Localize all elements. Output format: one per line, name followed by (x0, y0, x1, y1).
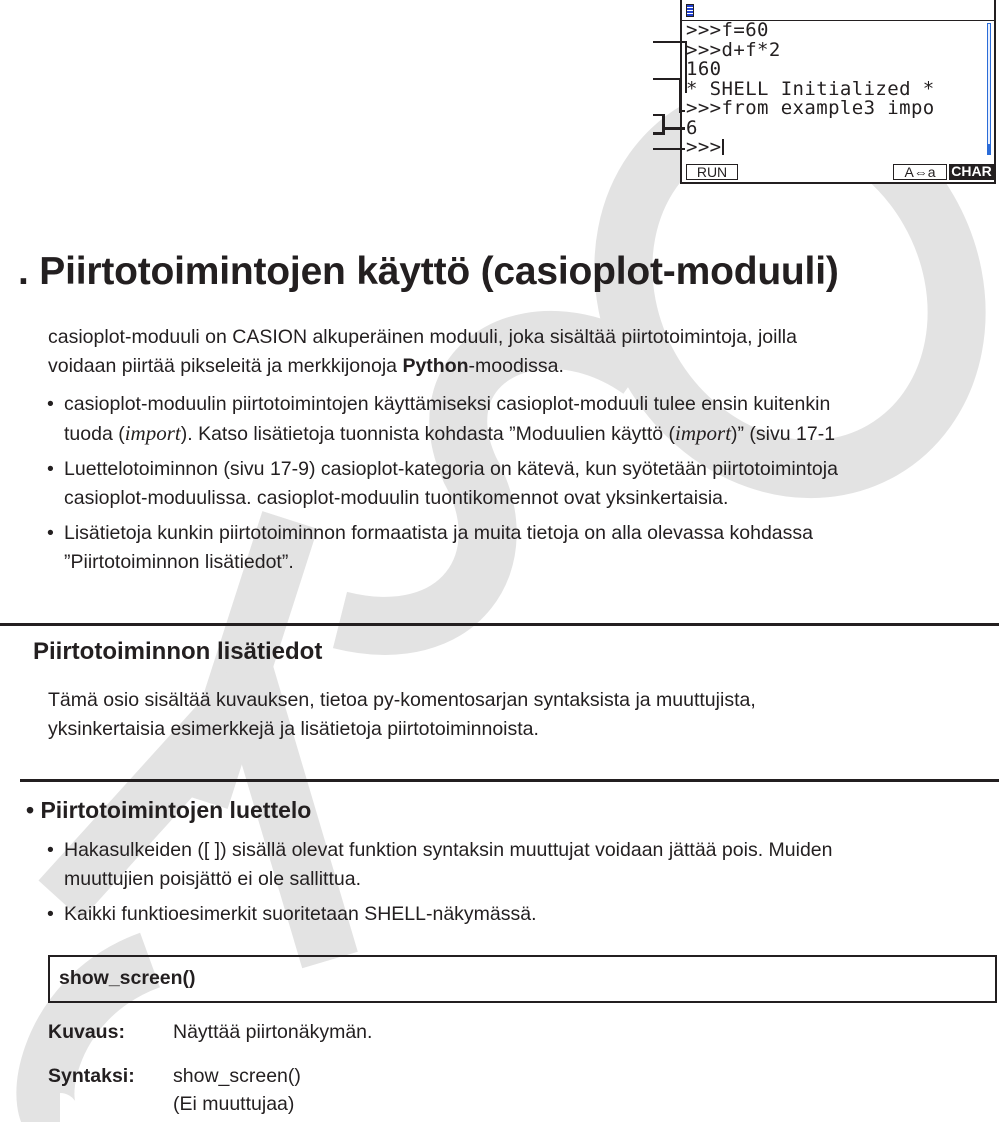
import-term: import (675, 421, 732, 445)
shell-line: * SHELL Initialized * (686, 77, 935, 100)
bullet-icon: • (47, 522, 54, 544)
intro-text: -moodissa. (468, 355, 564, 377)
details-title: Piirtotoiminnon lisätiedot (33, 638, 323, 665)
callout-line-2 (653, 78, 681, 113)
intro-line-1: casioplot-moduuli on CASION alkuperäinen moduuli, joka sisältää piirtotoimintoja, joilla (48, 326, 797, 348)
subsection-divider (20, 779, 999, 782)
intro-text: voidaan piirtää pikseleitä ja merkkijonoja (48, 355, 403, 377)
case-toggle-button[interactable]: A⇔a (893, 164, 947, 180)
bullet-item-import (47, 390, 836, 449)
shell-prompt[interactable] (686, 138, 984, 158)
syntax-value: show_screen() (173, 1065, 301, 1087)
bullet-text: casioplot-moduulin piirtotoimintojen käyttämiseksi casioplot-moduuli tulee ensin kuitenkin (64, 393, 831, 415)
bullet-text: tuoda ( (64, 423, 125, 445)
bullet-text: Luettelotoiminnon (sivu 17-9) casioplot-kategoria on kätevä, kun syötetään piirtotoimintoja (64, 458, 838, 480)
description-value: Näyttää piirtonäkymän. (173, 1021, 373, 1043)
syntax-note: (Ei muuttujaa) (173, 1093, 295, 1115)
syntax-label: Syntaksi: (48, 1065, 135, 1087)
scrollbar[interactable] (987, 23, 991, 155)
bullet-item-shell (47, 900, 537, 929)
bullet-text: muuttujien poisjättö ei ole sallittua. (64, 868, 362, 890)
callout-line-4 (653, 148, 685, 150)
bullet-text: Kaikki funktioesimerkit suoritetaan SHELL-näkymässä. (64, 903, 537, 925)
description-label: Kuvaus: (48, 1021, 125, 1043)
function-key-bar (686, 162, 992, 180)
section-title: . Piirtotoimintojen käyttö (casioplot-moduuli) (18, 250, 839, 293)
battery-icon (686, 4, 694, 17)
bullet-text: Lisätietoja kunkin piirtotoiminnon formaatista ja muita tietoja on alla olevassa kohdassa (64, 522, 813, 544)
status-bar (682, 0, 994, 21)
bullet-item-details (47, 519, 813, 577)
function-list-title (26, 797, 311, 824)
shell-output (686, 21, 984, 158)
bullet-icon: • (47, 903, 54, 925)
bullet-text: ). Katso lisätietoja tuonnista kohdasta ”Moduulien käyttö ( (180, 423, 676, 445)
function-name: show_screen() (59, 967, 196, 989)
bullet-item-catalog (47, 455, 838, 513)
python-mode-term: Python (402, 355, 469, 377)
callout-line-3b (664, 127, 685, 130)
scrollbar-thumb[interactable] (988, 144, 990, 154)
bullet-icon: • (47, 839, 54, 861)
calculator-screen (680, 0, 996, 184)
bullet-item-brackets (47, 836, 833, 894)
shell-line: 6 (686, 116, 698, 139)
char-button[interactable]: CHAR (949, 164, 994, 180)
bullet-text: Hakasulkeiden ([ ]) sisällä olevat funktion syntaksin muuttujat voidaan jättää pois. Muiden (64, 839, 833, 861)
bullet-icon: • (26, 797, 35, 823)
text-cursor (722, 139, 724, 155)
shell-line: >>>from example3 impo (686, 97, 935, 119)
bullet-text: casioplot-moduulissa. casioplot-moduulin tuontikomennot ovat yksinkertaisia. (64, 487, 729, 509)
bullet-icon: • (47, 458, 54, 480)
bullet-icon: • (47, 393, 54, 415)
bullet-text: ”Piirtotoiminnon lisätiedot”. (64, 551, 294, 573)
shell-line: >>>f=60 (686, 19, 769, 41)
shell-line: >>>d+f*2 (686, 38, 781, 61)
page-reference: )” (sivu 17-1 (731, 423, 836, 445)
shell-line: 160 (686, 58, 722, 80)
run-button[interactable]: RUN (686, 164, 738, 180)
callout-line-3 (653, 114, 665, 135)
callout-line-2b (679, 110, 685, 112)
intro-line-2 (48, 352, 564, 381)
import-term: import (124, 421, 181, 445)
details-line-2: yksinkertaisia esimerkkejä ja lisätietoja piirtotoiminnoista. (48, 718, 539, 740)
details-line-1: Tämä osio sisältää kuvauksen, tietoa py-komentosarjan syntaksista ja muuttujista, (48, 689, 756, 711)
function-header-box (48, 955, 997, 1003)
prompt-text: >>> (686, 136, 722, 158)
section-divider (0, 623, 999, 626)
function-list-title-text: Piirtotoimintojen luettelo (40, 797, 312, 823)
